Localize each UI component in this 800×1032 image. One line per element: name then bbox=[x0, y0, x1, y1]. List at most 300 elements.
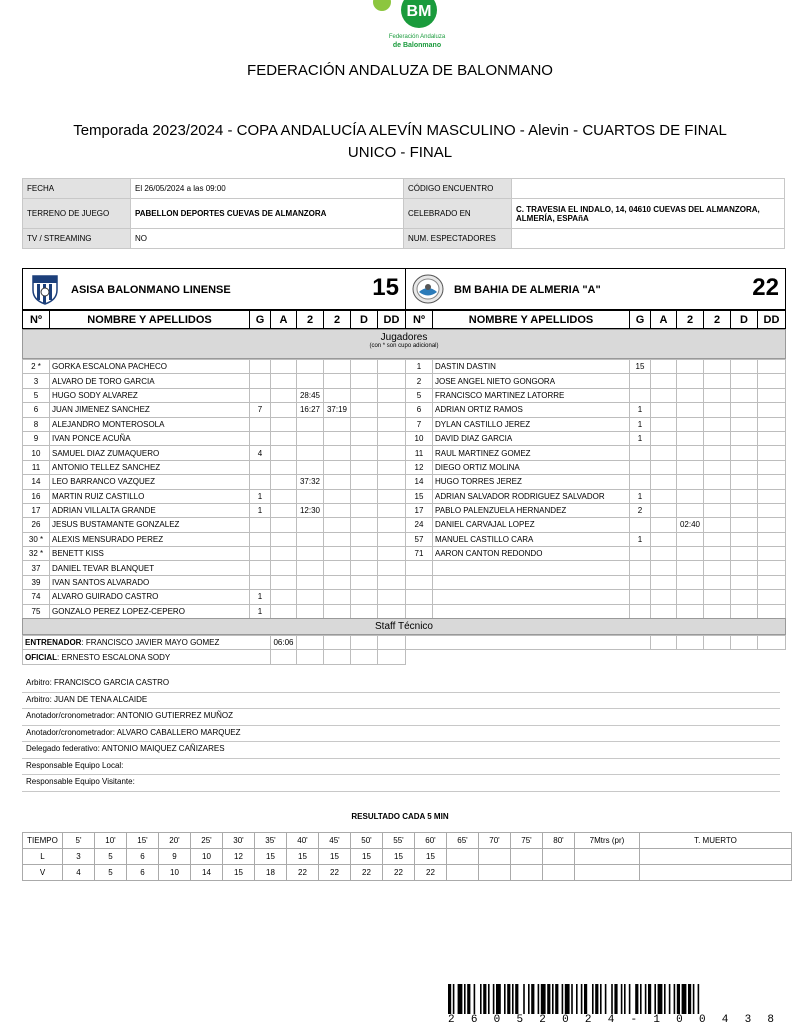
suspension-2-cell bbox=[324, 503, 351, 517]
away-player-row bbox=[406, 489, 786, 503]
staff-name: FRANCISCO JAVIER MAYO GOMEZ bbox=[85, 638, 220, 648]
player-name: ADRIAN ORTIZ RAMOS bbox=[433, 403, 630, 417]
suspension-2-cell bbox=[324, 460, 351, 474]
suspension-1-cell bbox=[297, 604, 324, 618]
player-number: 3 bbox=[23, 374, 50, 388]
disqualification-report-cell bbox=[758, 446, 786, 460]
fecha-value: El 26/05/2024 a las 09:00 bbox=[131, 179, 404, 199]
player-name: ALVARO DE TORO GARCIA bbox=[50, 374, 250, 388]
federation-logo bbox=[366, 0, 446, 56]
disqualification-report-cell bbox=[378, 460, 406, 474]
player-number: 11 bbox=[23, 460, 50, 474]
suspension-1-cell bbox=[677, 446, 704, 460]
suspension-2-cell bbox=[324, 489, 351, 503]
results-cell: 50' bbox=[351, 833, 383, 849]
barcode-digit: 0 bbox=[698, 1014, 706, 1026]
player-number: 11 bbox=[406, 446, 433, 460]
player-name: ALEJANDRO MONTEROSOLA bbox=[50, 417, 250, 431]
staff-name: ERNESTO ESCALONA SODY bbox=[61, 652, 171, 662]
player-number: 32 * bbox=[23, 547, 50, 561]
results-cell: 4 bbox=[63, 865, 95, 881]
barcode-bar bbox=[648, 984, 651, 1014]
suspension-1-cell bbox=[297, 460, 324, 474]
away-player-row bbox=[406, 518, 786, 532]
official-row: Responsable Equipo Local: bbox=[22, 759, 780, 776]
staff-row bbox=[406, 636, 786, 650]
results-cell bbox=[447, 865, 479, 881]
disqualification-cell bbox=[351, 518, 378, 532]
away-player-row bbox=[406, 460, 786, 474]
player-number: 24 bbox=[406, 518, 433, 532]
barcode-bar bbox=[458, 984, 463, 1014]
results-cell: L bbox=[23, 849, 63, 865]
goals-cell bbox=[250, 475, 271, 489]
disqualification-cell bbox=[351, 604, 378, 618]
barcode-bar bbox=[474, 984, 476, 1014]
home-team-score: 15 bbox=[372, 274, 399, 301]
suspension-2-cell bbox=[324, 561, 351, 575]
home-player-row bbox=[23, 503, 406, 517]
results-cell: 15 bbox=[351, 849, 383, 865]
home-player-row bbox=[23, 489, 406, 503]
suspension-2-cell bbox=[704, 360, 731, 374]
home-player-row bbox=[23, 374, 406, 388]
player-number: 7 bbox=[406, 417, 433, 431]
staff-cell bbox=[378, 636, 406, 650]
col-2b-home: 2 bbox=[324, 311, 351, 329]
away-staff-table bbox=[405, 635, 786, 650]
player-name: HUGO SODY ALVAREZ bbox=[50, 388, 250, 402]
away-player-row bbox=[406, 417, 786, 431]
results-cell: 40' bbox=[287, 833, 319, 849]
official-row: Anotador/cronometrador: ANTONIO GUTIERREZ MUÑOZ bbox=[22, 709, 780, 726]
disqualification-cell bbox=[731, 360, 758, 374]
barcode-bar bbox=[565, 984, 570, 1014]
barcode-bar bbox=[464, 984, 466, 1014]
disqualification-report-cell bbox=[378, 360, 406, 374]
logo-line-2: de Balonmano bbox=[392, 42, 442, 49]
suspension-1-cell bbox=[297, 590, 324, 604]
home-player-row bbox=[23, 431, 406, 445]
suspension-2-cell bbox=[704, 503, 731, 517]
results-cell: 30' bbox=[223, 833, 255, 849]
player-name: SAMUEL DIAZ ZUMAQUERO bbox=[50, 446, 250, 460]
barcode-bar bbox=[682, 984, 687, 1014]
barcode-bar bbox=[547, 984, 550, 1014]
goals-cell: 1 bbox=[630, 431, 651, 445]
home-player-row bbox=[23, 561, 406, 575]
results-cell: 75' bbox=[511, 833, 543, 849]
player-number: 74 bbox=[23, 590, 50, 604]
player-name: DAVID DIAZ GARCIA bbox=[433, 431, 630, 445]
disqualification-cell bbox=[351, 575, 378, 589]
barcode-bar bbox=[592, 984, 594, 1014]
suspension-1-cell: 28:45 bbox=[297, 388, 324, 402]
barcode-bar bbox=[658, 984, 663, 1014]
disqualification-cell bbox=[351, 475, 378, 489]
suspension-2-cell bbox=[704, 489, 731, 503]
espectadores-label: NUM. ESPECTADORES bbox=[404, 229, 512, 249]
barcode-digit: 0 bbox=[493, 1014, 501, 1026]
results-cell: 35' bbox=[255, 833, 287, 849]
warning-cell bbox=[271, 489, 297, 503]
results-cell bbox=[511, 865, 543, 881]
staff-row bbox=[23, 636, 406, 650]
away-team-header bbox=[405, 268, 786, 310]
barcode-digit: 3 bbox=[744, 1014, 752, 1026]
warning-cell bbox=[271, 374, 297, 388]
disqualification-cell bbox=[731, 518, 758, 532]
disqualification-cell bbox=[351, 388, 378, 402]
suspension-2-cell bbox=[324, 374, 351, 388]
players-section-title: Jugadores bbox=[380, 332, 428, 343]
goals-cell bbox=[250, 460, 271, 474]
player-number: 5 bbox=[23, 388, 50, 402]
staff-cell bbox=[406, 636, 651, 650]
player-name: BENETT KISS bbox=[50, 547, 250, 561]
results-cell: 22 bbox=[383, 865, 415, 881]
player-number: 71 bbox=[406, 547, 433, 561]
results-cell bbox=[479, 849, 511, 865]
results-cell: 45' bbox=[319, 833, 351, 849]
barcode-bar bbox=[552, 984, 554, 1014]
competition-title-line2: UNICO - FINAL bbox=[347, 144, 453, 161]
player-name: DIEGO ORTIZ MOLINA bbox=[433, 460, 630, 474]
barcode-bar bbox=[629, 984, 631, 1014]
results-cell bbox=[640, 865, 792, 881]
col-a-away: A bbox=[651, 311, 677, 329]
codigo-label: CÓDIGO ENCUENTRO bbox=[404, 179, 512, 199]
player-name: MARTIN RUIZ CASTILLO bbox=[50, 489, 250, 503]
suspension-2-cell bbox=[704, 475, 731, 489]
away-player-row bbox=[406, 403, 786, 417]
suspension-1-cell: 02:40 bbox=[677, 518, 704, 532]
barcode-bar bbox=[496, 984, 501, 1014]
disqualification-cell bbox=[731, 431, 758, 445]
suspension-1-cell bbox=[677, 489, 704, 503]
player-name: GORKA ESCALONA PACHECO bbox=[50, 360, 250, 374]
results-cell: 6 bbox=[127, 849, 159, 865]
goals-cell bbox=[250, 575, 271, 589]
goals-cell: 15 bbox=[630, 360, 651, 374]
home-player-row bbox=[23, 532, 406, 546]
staff-cell bbox=[651, 636, 677, 650]
warning-cell bbox=[271, 561, 297, 575]
competition-title-line1: Temporada 2023/2024 - COPA ANDALUCÍA ALEVÍN MASCULINO - Alevin - CUARTOS DE FINAL bbox=[73, 122, 727, 139]
barcode-bar bbox=[669, 984, 671, 1014]
warning-cell bbox=[651, 360, 677, 374]
results-title: RESULTADO CADA 5 MIN bbox=[351, 812, 449, 821]
warning-cell bbox=[651, 489, 677, 503]
disqualification-cell bbox=[731, 475, 758, 489]
barcode-bar bbox=[515, 984, 518, 1014]
barcode-bar bbox=[581, 984, 583, 1014]
official-row: Responsable Equipo Visitante: bbox=[22, 775, 780, 792]
player-name: ADRIAN VILLALTA GRANDE bbox=[50, 503, 250, 517]
warning-cell bbox=[271, 431, 297, 445]
disqualification-cell bbox=[731, 503, 758, 517]
goals-cell: 1 bbox=[250, 503, 271, 517]
suspension-1-cell bbox=[677, 532, 704, 546]
disqualification-cell bbox=[351, 489, 378, 503]
goals-cell: 1 bbox=[250, 489, 271, 503]
goals-cell bbox=[630, 446, 651, 460]
disqualification-cell bbox=[351, 547, 378, 561]
barcode-bar bbox=[654, 984, 656, 1014]
barcode-bar bbox=[600, 984, 602, 1014]
away-player-row bbox=[406, 388, 786, 402]
suspension-1-cell bbox=[297, 431, 324, 445]
home-player-row bbox=[23, 590, 406, 604]
warning-cell bbox=[271, 503, 297, 517]
results-table bbox=[22, 832, 792, 881]
player-number: 6 bbox=[23, 403, 50, 417]
goals-cell bbox=[630, 475, 651, 489]
celebrado-value: C. TRAVESIA EL INDALO, 14, 04610 CUEVAS DEL ALMANZORA, ALMERÍA, ESPAñA bbox=[512, 199, 785, 229]
col-d-away: D bbox=[731, 311, 758, 329]
player-number: 10 bbox=[406, 431, 433, 445]
disqualification-report-cell bbox=[378, 489, 406, 503]
col-num-home: Nº bbox=[23, 311, 50, 329]
home-roster bbox=[22, 359, 406, 619]
disqualification-report-cell bbox=[758, 388, 786, 402]
suspension-1-cell bbox=[677, 360, 704, 374]
goals-cell bbox=[250, 417, 271, 431]
goals-cell bbox=[250, 532, 271, 546]
goals-cell bbox=[250, 431, 271, 445]
barcode-bar bbox=[611, 984, 613, 1014]
results-cell: 15' bbox=[127, 833, 159, 849]
player-number: 39 bbox=[23, 575, 50, 589]
results-cell: 5 bbox=[95, 865, 127, 881]
warning-cell bbox=[271, 446, 297, 460]
suspension-2-cell bbox=[704, 403, 731, 417]
player-number: 16 bbox=[23, 489, 50, 503]
player-name: LEO BARRANCO VAZQUEZ bbox=[50, 475, 250, 489]
player-name: MANUEL CASTILLO CARA bbox=[433, 532, 630, 546]
results-cell: V bbox=[23, 865, 63, 881]
disqualification-cell bbox=[351, 460, 378, 474]
col-dd-away: DD bbox=[758, 311, 786, 329]
goals-cell bbox=[250, 547, 271, 561]
results-cell: 3 bbox=[63, 849, 95, 865]
away-team-name: BM BAHIA DE ALMERIA "A" bbox=[454, 284, 601, 296]
results-cell: 22 bbox=[415, 865, 447, 881]
results-cell: T. MUERTO bbox=[640, 833, 792, 849]
results-cell: 12 bbox=[223, 849, 255, 865]
player-number: 30 * bbox=[23, 532, 50, 546]
disqualification-report-cell bbox=[378, 417, 406, 431]
disqualification-cell bbox=[731, 417, 758, 431]
home-staff-table bbox=[22, 635, 406, 665]
tv-value: NO bbox=[131, 229, 404, 249]
warning-cell bbox=[651, 475, 677, 489]
barcode-bar bbox=[640, 984, 642, 1014]
warning-cell bbox=[271, 532, 297, 546]
logo-bm-text: BM bbox=[406, 3, 432, 20]
results-cell: 22 bbox=[351, 865, 383, 881]
results-cell: 15 bbox=[415, 849, 447, 865]
barcode-digit: 8 bbox=[767, 1014, 774, 1026]
match-info-table bbox=[22, 178, 785, 249]
warning-cell bbox=[651, 446, 677, 460]
barcode-digit: 6 bbox=[470, 1014, 478, 1026]
disqualification-cell bbox=[351, 561, 378, 575]
disqualification-report-cell bbox=[378, 561, 406, 575]
warning-cell bbox=[271, 547, 297, 561]
goals-cell: 7 bbox=[250, 403, 271, 417]
suspension-2-cell bbox=[324, 475, 351, 489]
disqualification-cell bbox=[731, 403, 758, 417]
away-player-row bbox=[406, 431, 786, 445]
barcode-bar bbox=[507, 984, 510, 1014]
suspension-1-cell bbox=[297, 532, 324, 546]
warning-cell bbox=[651, 518, 677, 532]
barcode-bar bbox=[688, 984, 691, 1014]
barcode-bar bbox=[541, 984, 546, 1014]
barcode-bar bbox=[493, 984, 495, 1014]
disqualification-report-cell bbox=[378, 575, 406, 589]
home-player-row bbox=[23, 518, 406, 532]
disqualification-report-cell bbox=[758, 547, 786, 561]
disqualification-cell bbox=[731, 547, 758, 561]
disqualification-cell bbox=[351, 417, 378, 431]
official-row: Arbitro: JUAN DE TENA ALCAIDE bbox=[22, 693, 780, 710]
competition-title bbox=[30, 120, 770, 164]
home-team-crest-icon bbox=[28, 272, 62, 306]
results-cell: 22 bbox=[287, 865, 319, 881]
goals-cell bbox=[630, 388, 651, 402]
disqualification-report-cell bbox=[378, 388, 406, 402]
suspension-2-cell bbox=[324, 431, 351, 445]
disqualification-report-cell bbox=[378, 374, 406, 388]
roster-column-headers bbox=[22, 310, 786, 329]
staff-person: ENTRENADOR: FRANCISCO JAVIER MAYO GOMEZ bbox=[23, 636, 271, 650]
disqualification-cell bbox=[731, 446, 758, 460]
staff-cell bbox=[324, 650, 351, 664]
results-cell: 22 bbox=[319, 865, 351, 881]
home-player-row bbox=[23, 575, 406, 589]
goals-cell bbox=[250, 360, 271, 374]
results-local-row bbox=[23, 849, 792, 865]
results-cell: 10 bbox=[159, 865, 191, 881]
disqualification-cell bbox=[351, 532, 378, 546]
results-cell: 10 bbox=[191, 849, 223, 865]
suspension-2-cell bbox=[324, 604, 351, 618]
results-cell: 9 bbox=[159, 849, 191, 865]
disqualification-report-cell bbox=[758, 518, 786, 532]
player-name: HUGO TORRES JEREZ bbox=[433, 475, 630, 489]
col-a-home: A bbox=[271, 311, 297, 329]
terreno-value: PABELLON DEPORTES CUEVAS DE ALMANZORA bbox=[131, 199, 404, 229]
warning-cell bbox=[651, 374, 677, 388]
suspension-1-cell bbox=[297, 489, 324, 503]
goals-cell: 2 bbox=[630, 503, 651, 517]
player-number: 57 bbox=[406, 532, 433, 546]
results-cell: 80' bbox=[543, 833, 575, 849]
away-player-row bbox=[406, 446, 786, 460]
disqualification-cell bbox=[731, 388, 758, 402]
warning-cell bbox=[271, 475, 297, 489]
suspension-1-cell bbox=[297, 360, 324, 374]
results-cell: 5' bbox=[63, 833, 95, 849]
suspension-1-cell bbox=[677, 547, 704, 561]
warning-cell bbox=[651, 431, 677, 445]
disqualification-report-cell bbox=[378, 403, 406, 417]
suspension-1-cell bbox=[297, 417, 324, 431]
disqualification-cell bbox=[731, 489, 758, 503]
staff-cell bbox=[297, 650, 324, 664]
disqualification-report-cell bbox=[758, 475, 786, 489]
results-cell: 55' bbox=[383, 833, 415, 849]
disqualification-cell bbox=[351, 446, 378, 460]
col-d-home: D bbox=[351, 311, 378, 329]
barcode-bar bbox=[571, 984, 573, 1014]
home-player-row bbox=[23, 475, 406, 489]
home-player-row bbox=[23, 460, 406, 474]
player-number: 26 bbox=[23, 518, 50, 532]
away-player-row bbox=[406, 374, 786, 388]
col-name-home: NOMBRE Y APELLIDOS bbox=[50, 311, 250, 329]
suspension-2-cell bbox=[324, 547, 351, 561]
player-name: DASTIN DASTIN bbox=[433, 360, 630, 374]
suspension-1-cell bbox=[297, 518, 324, 532]
player-number: 2 * bbox=[23, 360, 50, 374]
player-name: DANIEL CARVAJAL LOPEZ bbox=[433, 518, 630, 532]
player-name: RAUL MARTINEZ GOMEZ bbox=[433, 446, 630, 460]
terreno-label: TERRENO DE JUEGO bbox=[23, 199, 131, 229]
warning-cell bbox=[651, 503, 677, 517]
staff-cell bbox=[297, 636, 324, 650]
suspension-1-cell bbox=[677, 417, 704, 431]
player-number: 8 bbox=[23, 417, 50, 431]
goals-cell: 1 bbox=[630, 489, 651, 503]
goals-cell bbox=[250, 388, 271, 402]
disqualification-report-cell bbox=[758, 489, 786, 503]
barcode-bar bbox=[453, 984, 455, 1014]
results-cell: 60' bbox=[415, 833, 447, 849]
tv-label: TV / STREAMING bbox=[23, 229, 131, 249]
results-cell: 15 bbox=[287, 849, 319, 865]
warning-cell bbox=[651, 388, 677, 402]
barcode-bar bbox=[664, 984, 666, 1014]
disqualification-report-cell bbox=[758, 532, 786, 546]
player-name: AARON CANTON REDONDO bbox=[433, 547, 630, 561]
barcode-number bbox=[448, 1014, 774, 1026]
away-player-row bbox=[406, 360, 786, 374]
warning-cell bbox=[651, 532, 677, 546]
codigo-value bbox=[512, 179, 785, 199]
barcode-bar bbox=[635, 984, 638, 1014]
barcode-digit: 0 bbox=[676, 1014, 683, 1026]
suspension-2-cell bbox=[324, 417, 351, 431]
suspension-1-cell bbox=[677, 431, 704, 445]
warning-cell bbox=[651, 417, 677, 431]
staff-cell bbox=[758, 636, 786, 650]
logo-line-1: Federación Andaluza bbox=[388, 34, 446, 40]
barcode-bar bbox=[674, 984, 676, 1014]
results-cell: 15 bbox=[223, 865, 255, 881]
home-player-row bbox=[23, 604, 406, 618]
home-player-row bbox=[23, 403, 406, 417]
suspension-1-cell bbox=[297, 374, 324, 388]
barcode-digit: 4 bbox=[607, 1014, 615, 1026]
home-player-row bbox=[23, 446, 406, 460]
suspension-2-cell bbox=[324, 518, 351, 532]
warning-cell bbox=[271, 417, 297, 431]
goals-cell bbox=[630, 518, 651, 532]
barcode-bar bbox=[584, 984, 587, 1014]
